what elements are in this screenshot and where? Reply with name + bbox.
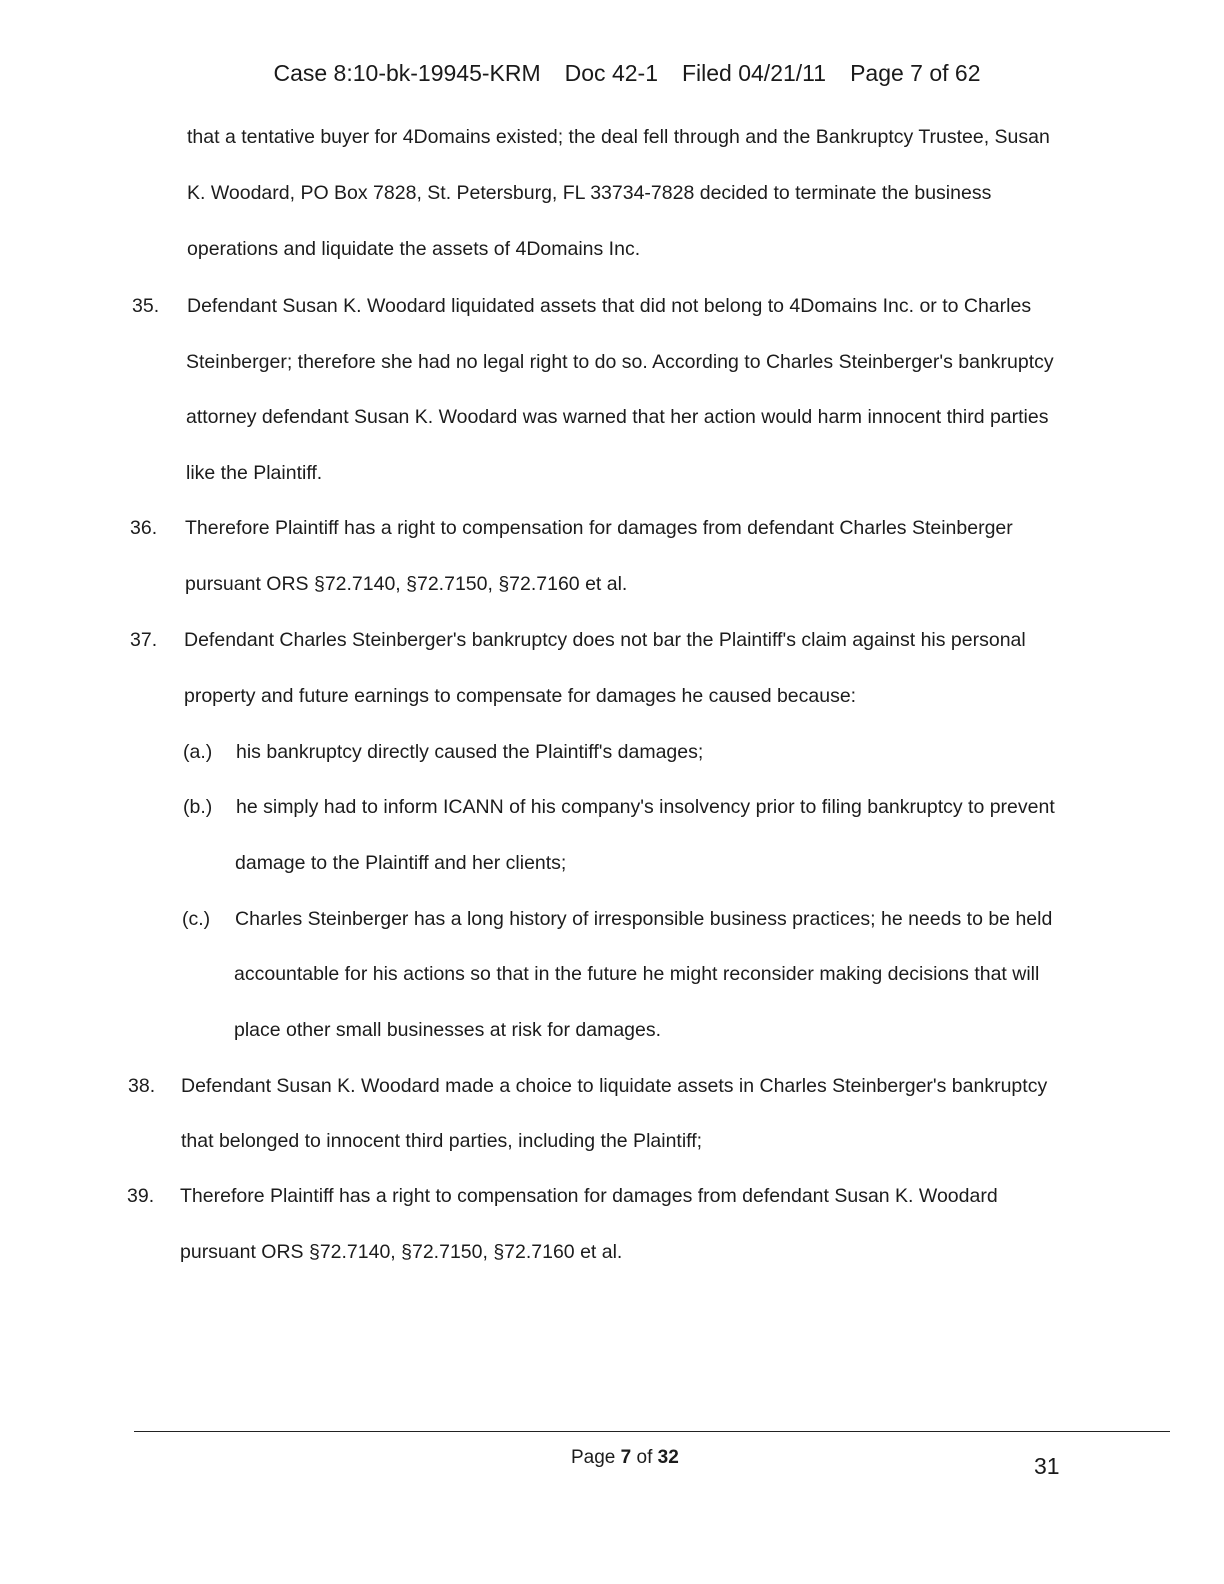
footer-page-word: Page	[571, 1447, 616, 1468]
paragraph-line: property and future earnings to compensate for damages he caused because:	[184, 685, 857, 707]
subitem-line: his bankruptcy directly caused the Plaintiff's damages;	[236, 741, 704, 763]
subitem-label: (a.)	[183, 741, 213, 763]
intro-line: operations and liquidate the assets of 4Domains Inc.	[187, 238, 641, 260]
case-header	[0, 60, 1224, 87]
footer-rule	[134, 1431, 1170, 1432]
subitem-line: damage to the Plaintiff and her clients;	[235, 852, 567, 874]
intro-line: K. Woodard, PO Box 7828, St. Petersburg, FL 33734-7828 decided to terminate the business	[187, 182, 992, 204]
paragraph-line: pursuant ORS §72.7140, §72.7150, §72.7160 et al.	[185, 573, 628, 595]
case-number: Case 8:10-bk-19945-KRM	[273, 60, 541, 86]
paragraph-line: Defendant Susan K. Woodard liquidated assets that did not belong to 4Domains Inc. or to Charles	[187, 295, 1032, 317]
subitem-line: Charles Steinberger has a long history of irresponsible business practices; he needs to be held	[235, 908, 1053, 930]
subitem-line: accountable for his actions so that in the future he might reconsider making decisions that will	[234, 963, 1040, 985]
subitem-line: he simply had to inform ICANN of his company's insolvency prior to filing bankruptcy to prevent	[236, 796, 1055, 818]
footer-total-pages: 32	[657, 1447, 679, 1468]
paragraph-number: 39.	[127, 1185, 155, 1207]
paragraph-line: Steinberger; therefore she had no legal right to do so. According to Charles Steinberger's bankruptcy	[186, 351, 1054, 373]
paragraph-line: Therefore Plaintiff has a right to compensation for damages from defendant Susan K. Woodard	[180, 1185, 998, 1207]
filed-date: Filed 04/21/11	[681, 60, 827, 86]
paragraph-line: that belonged to innocent third parties, including the Plaintiff;	[181, 1130, 703, 1152]
paragraph-number: 36.	[130, 517, 158, 539]
intro-line: that a tentative buyer for 4Domains existed; the deal fell through and the Bankruptcy Trustee, Susan	[187, 126, 1050, 148]
footer-page-number	[571, 1447, 679, 1469]
subitem-label: (c.)	[182, 908, 211, 930]
paragraph-line: like the Plaintiff.	[186, 462, 323, 484]
paragraph-number: 35.	[132, 295, 160, 317]
exhibit-page-stamp: 31	[1034, 1453, 1060, 1479]
paragraph-number: 38.	[128, 1075, 156, 1097]
subitem-label: (b.)	[183, 796, 213, 818]
paragraph-line: pursuant ORS §72.7140, §72.7150, §72.7160 et al.	[180, 1241, 623, 1263]
paragraph-line: Defendant Susan K. Woodard made a choice to liquidate assets in Charles Steinberger's bankruptcy	[181, 1075, 1048, 1097]
subitem-line: place other small businesses at risk for damages.	[234, 1019, 662, 1041]
footer-current-page: 7	[620, 1447, 632, 1468]
paragraph-number: 37.	[130, 629, 158, 651]
footer-of-word: of	[636, 1447, 653, 1468]
doc-number: Doc 42-1	[564, 60, 658, 86]
paragraph-line: Therefore Plaintiff has a right to compensation for damages from defendant Charles Steinberger	[185, 517, 1013, 539]
paragraph-line: Defendant Charles Steinberger's bankruptcy does not bar the Plaintiff's claim against his personal	[184, 629, 1026, 651]
header-page: Page 7 of 62	[850, 60, 981, 86]
paragraph-line: attorney defendant Susan K. Woodard was warned that her action would harm innocent third parties	[186, 406, 1049, 428]
